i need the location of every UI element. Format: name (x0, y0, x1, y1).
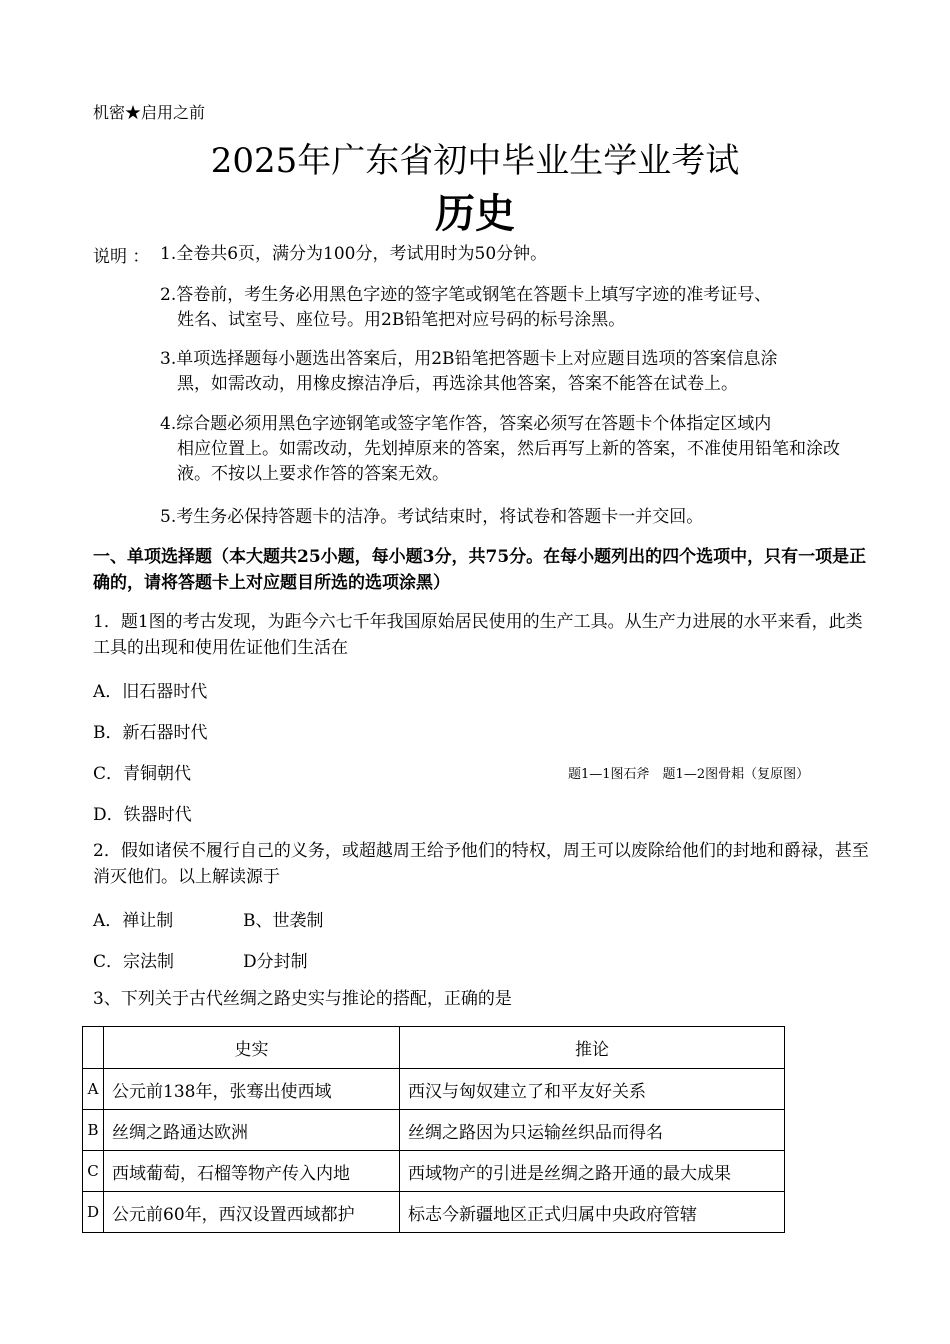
instruction-text-continued: 姓名、试室号、座位号。用2B铅笔把对应号码的标号涂黑。 (177, 310, 626, 330)
instruction-number: 5. (160, 507, 177, 527)
q1-option-d: D．铁器时代 (93, 805, 192, 825)
table-row (83, 1110, 785, 1151)
instruction-text: 单项选择题每小题选出答案后，用2B铅笔把答题卡上对应题目选项的答案信息涂 (176, 349, 778, 369)
instruction-text: 考生务必保持答题卡的洁净。考试结束时，将试卷和答题卡一并交回。 (176, 507, 704, 527)
table-header-row (83, 1027, 785, 1069)
table-row (83, 1151, 785, 1192)
fact-cell: 公元前138年，张骞出使西域 (104, 1069, 400, 1110)
fact-cell: 丝绸之路通达欧洲 (104, 1110, 400, 1151)
q1-option-a: A．旧石器时代 (93, 682, 208, 702)
instruction-item (160, 412, 865, 487)
row-label: D (83, 1192, 104, 1233)
q2-option-c: C．宗法制 (93, 952, 175, 972)
instruction-item (160, 505, 865, 530)
subject-title: 历史 (435, 190, 515, 237)
instruction-item (160, 242, 865, 267)
inference-cell: 丝绸之路因为只运输丝织品而得名 (400, 1110, 785, 1151)
figure-caption: 题1—1图石斧 题1—2图骨耜（复原图） (568, 767, 810, 782)
table-header-cell: 史实 (104, 1027, 400, 1069)
instruction-text-continued: 相应位置上。如需改动，先划掉原来的答案，然后再写上新的答案，不准使用铅笔和涂改液。不按以上要求作答的答案无效。 (177, 439, 840, 484)
instruction-item (160, 347, 865, 397)
instruction-number: 3. (160, 349, 177, 369)
section-heading: 一、单项选择题（本大题共25小题，每小题3分，共75分。在每小题列出的四个选项中，只有一项是正确的，请将答题卡上对应题目所选的选项涂黑） (93, 547, 867, 593)
instruction-number: 2. (160, 285, 177, 305)
instruction-text-continued: 黑，如需改动，用橡皮擦洁净后，再选涂其他答案，答案不能答在试卷上。 (177, 374, 738, 394)
instruction-item (160, 283, 865, 333)
fact-cell: 公元前60年，西汉设置西域都护 (104, 1192, 400, 1233)
confidential-mark: 机密★启用之前 (93, 103, 206, 122)
table-row (83, 1192, 785, 1233)
inference-cell: 西汉与匈奴建立了和平友好关系 (400, 1069, 785, 1110)
instruction-text: 综合题必须用黑色字迹钢笔或签字笔作答，答案必须写在答题卡个体指定区域内 (176, 414, 772, 434)
table-header-cell: 推论 (400, 1027, 785, 1069)
history-table (82, 1026, 785, 1233)
question-3-stem: 3、下列关于古代丝绸之路史实与推论的搭配，正确的是 (93, 989, 512, 1009)
q1-option-b: B．新石器时代 (93, 723, 208, 743)
instruction-text: 答卷前，考生务必用黑色字迹的签字笔或钢笔在答题卡上填写字迹的准考证号、 (176, 285, 772, 305)
row-label: A (83, 1069, 104, 1110)
question-1-stem: 1．题1图的考古发现，为距今六七千年我国原始居民使用的生产工具。从生产力进展的水平来看，此类工具的出现和使用佐证他们生活在 (93, 612, 863, 658)
q2-option-d: D分封制 (243, 952, 308, 972)
table-row (83, 1069, 785, 1110)
instruction-number: 1. (160, 244, 177, 264)
exam-title: 2025年广东省初中毕业生学业考试 (210, 141, 740, 181)
instruction-text: 全卷共6页，满分为100分，考试用时为50分钟。 (176, 244, 548, 264)
instructions-label: 说明 ： (93, 247, 150, 267)
row-label: C (83, 1151, 104, 1192)
instruction-number: 4. (160, 414, 177, 434)
fact-cell: 西域葡萄，石榴等物产传入内地 (104, 1151, 400, 1192)
row-label: B (83, 1110, 104, 1151)
q1-option-c: C．青铜朝代 (93, 764, 192, 784)
inference-cell: 西域物产的引进是丝绸之路开通的最大成果 (400, 1151, 785, 1192)
q2-option-b: B、世袭制 (243, 911, 324, 931)
question-2-stem: 2．假如诸侯不履行自己的义务，或超越周王给予他们的特权，周王可以废除给他们的封地和爵禄，甚至消灭他们。以上解读源于 (93, 841, 869, 887)
inference-cell: 标志今新疆地区正式归属中央政府管辖 (400, 1192, 785, 1233)
table-header-cell (83, 1027, 104, 1069)
q2-option-a: A．禅让制 (93, 911, 174, 931)
